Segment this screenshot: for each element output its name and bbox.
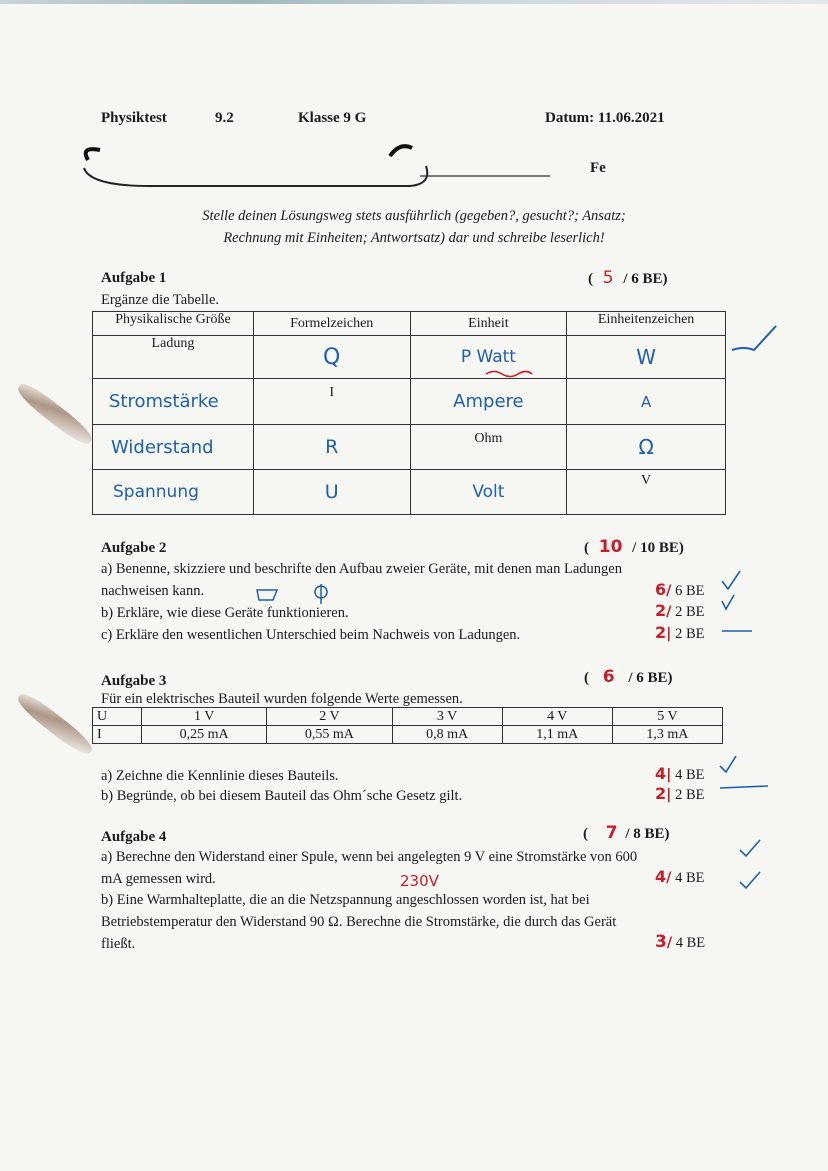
voltage-cell: 4 V [502, 708, 612, 726]
task3-title: Aufgabe 3 [101, 673, 167, 689]
voltage-row [93, 708, 723, 726]
measurement-table [92, 707, 723, 744]
cell-unit-symbol: A [567, 379, 726, 425]
task2-b-mark: 2/ 2 BE [655, 601, 705, 620]
task2-c-mark: 2| 2 BE [655, 623, 705, 642]
task3-b-score: 2 [655, 784, 667, 803]
checkmark-icon [714, 752, 774, 796]
test-number: 9.2 [215, 110, 234, 126]
cell-unit: Volt [410, 470, 567, 515]
task2-a-points: 6 BE [675, 583, 705, 599]
current-cell: 0,25 mA [142, 726, 267, 744]
task4-a-points: 4 BE [675, 870, 705, 886]
cell-unit-symbol: V [567, 470, 726, 515]
voltage-cell: 5 V [612, 708, 722, 726]
voltage-cell: 2 V [267, 708, 392, 726]
task2-points [584, 537, 684, 557]
header-unit-symbol: Einheitenzeichen [567, 312, 726, 336]
task3-points [584, 667, 673, 687]
checkmarks-icon [718, 565, 758, 645]
class-label: Klasse 9 G [298, 110, 367, 126]
task3-a-score: 4 [655, 764, 667, 783]
instructions-line2: Rechnung mit Einheiten; Antwortsatz) dar und schreibe leserlich! [223, 230, 605, 246]
instructions-line1: Stelle deinen Lösungsweg stets ausführlich (gegeben?, gesucht?; Ansatz; [202, 208, 626, 224]
header-quantity: Physikalische Größe [93, 312, 254, 336]
name-line [70, 138, 560, 193]
current-row [93, 726, 723, 744]
scan-edge [0, 0, 828, 4]
current-cell: 1,3 mA [612, 726, 722, 744]
task4-total: / 8 BE) [625, 826, 670, 842]
task4-score: 7 [605, 823, 618, 843]
quantity-table [92, 311, 726, 515]
task3-b: b) Begründe, ob bei diesem Bauteil das Ohm´sche Gesetz gilt. [101, 788, 463, 804]
task2-a-line2: nachweisen kann. [101, 583, 205, 599]
cell-quantity: Stromstärke [93, 379, 254, 425]
cell-unit-symbol: W [567, 336, 726, 379]
task3-score: 6 [602, 667, 615, 687]
task4-a-score: 4 [655, 867, 667, 886]
header-symbol: Formelzeichen [253, 312, 410, 336]
task4-a-line2: mA gemessen wird. [101, 871, 216, 887]
cell-unit-symbol: Ω [567, 425, 726, 470]
task1-open: ( [588, 271, 593, 287]
task4-b-line1: b) Eine Warmhalteplatte, die an die Netzspannung angeschlossen worden ist, hat bei [101, 892, 590, 908]
task2-c-points: 2 BE [675, 626, 705, 642]
task2-a-mark: 6/ 6 BE [655, 580, 705, 599]
initials: Fe [590, 160, 606, 176]
task2-title: Aufgabe 2 [101, 540, 167, 556]
task4-b-score: 3 [655, 932, 667, 952]
current-cell: 0,55 mA [267, 726, 392, 744]
task3-prompt: Für ein elektrisches Bauteil wurden folgende Werte gemessen. [101, 691, 463, 707]
cell-quantity: Spannung [93, 470, 254, 515]
table-row [93, 425, 726, 470]
subject-label: Physiktest [101, 110, 167, 126]
task4-a-mark: 4/ 4 BE [655, 867, 705, 886]
task2-c-score: 2 [655, 623, 667, 642]
task3-total: / 6 BE) [628, 670, 673, 686]
task3-a-points: 4 BE [675, 767, 705, 783]
task1-title: Aufgabe 1 [101, 270, 167, 286]
task4-a-note: 230V [400, 872, 439, 890]
task2-b: b) Erkläre, wie diese Geräte funktionieren. [101, 605, 349, 621]
cell-symbol: R [253, 425, 410, 470]
task3-a: a) Zeichne die Kennlinie dieses Bauteils. [101, 768, 339, 784]
voltage-cell: 1 V [142, 708, 267, 726]
table-row [93, 336, 726, 379]
voltage-cell: 3 V [392, 708, 502, 726]
task4-a-line1: a) Berechne den Widerstand einer Spule, wenn bei angelegten 9 V eine Stromstärke von 600 [101, 849, 638, 865]
task2-a-score: 6 [655, 580, 667, 599]
task4-points [583, 823, 670, 843]
table-row [93, 379, 726, 425]
cell-unit: P Watt [410, 336, 567, 379]
table-header-row [93, 312, 726, 336]
task3-b-mark: 2| 2 BE [655, 784, 705, 803]
task2-b-score: 2 [655, 601, 667, 620]
task3-a-mark: 4| 4 BE [655, 764, 705, 783]
task4-b-mark: 3/ 4 BE [655, 932, 706, 952]
current-label: I [93, 726, 142, 744]
cell-symbol: Q [253, 336, 410, 379]
task2-open: ( [584, 540, 589, 556]
task3-open: ( [584, 670, 589, 686]
clip-shadow [14, 689, 96, 759]
cell-unit: Ohm [410, 425, 567, 470]
cell-quantity: Widerstand [93, 425, 254, 470]
task1-prompt: Ergänze die Tabelle. [101, 292, 220, 308]
task4-open: ( [583, 826, 588, 842]
task1-score: 5 [602, 268, 614, 288]
task4-title: Aufgabe 4 [101, 829, 167, 845]
task2-b-points: 2 BE [675, 604, 705, 620]
current-cell: 0,8 mA [392, 726, 502, 744]
task4-b-points: 4 BE [675, 935, 706, 951]
voltage-label: U [93, 708, 142, 726]
date-label: Datum: 11.06.2021 [545, 110, 665, 126]
cell-symbol: U [253, 470, 410, 515]
current-cell: 1,1 mA [502, 726, 612, 744]
instructions [0, 205, 828, 249]
table-row [93, 470, 726, 515]
cell-symbol: I [253, 379, 410, 425]
header-unit: Einheit [410, 312, 567, 336]
task2-a-line1: a) Benenne, skizziere und beschrifte den Aufbau zweier Geräte, mit denen man Ladungen [101, 561, 622, 577]
task1-points [588, 268, 668, 288]
task2-score: 10 [598, 537, 623, 557]
task4-b-line2: Betriebstemperatur den Widerstand 90 Ω. Berechne die Stromstärke, die durch das Gerät [101, 914, 617, 930]
checkmark-icon [726, 320, 786, 360]
underline-mark-icon [484, 368, 534, 378]
task4-b-line3: fließt. [101, 936, 136, 952]
clip-shadow [14, 379, 96, 449]
cell-unit: Ampere [410, 379, 567, 425]
task1-total: / 6 BE) [623, 271, 668, 287]
task2-total: / 10 BE) [632, 540, 684, 556]
task2-c: c) Erkläre den wesentlichen Unterschied beim Nachweis von Ladungen. [101, 627, 521, 643]
cell-quantity: Ladung [93, 336, 254, 379]
checkmarks-icon [736, 836, 770, 892]
task3-b-points: 2 BE [675, 787, 705, 803]
